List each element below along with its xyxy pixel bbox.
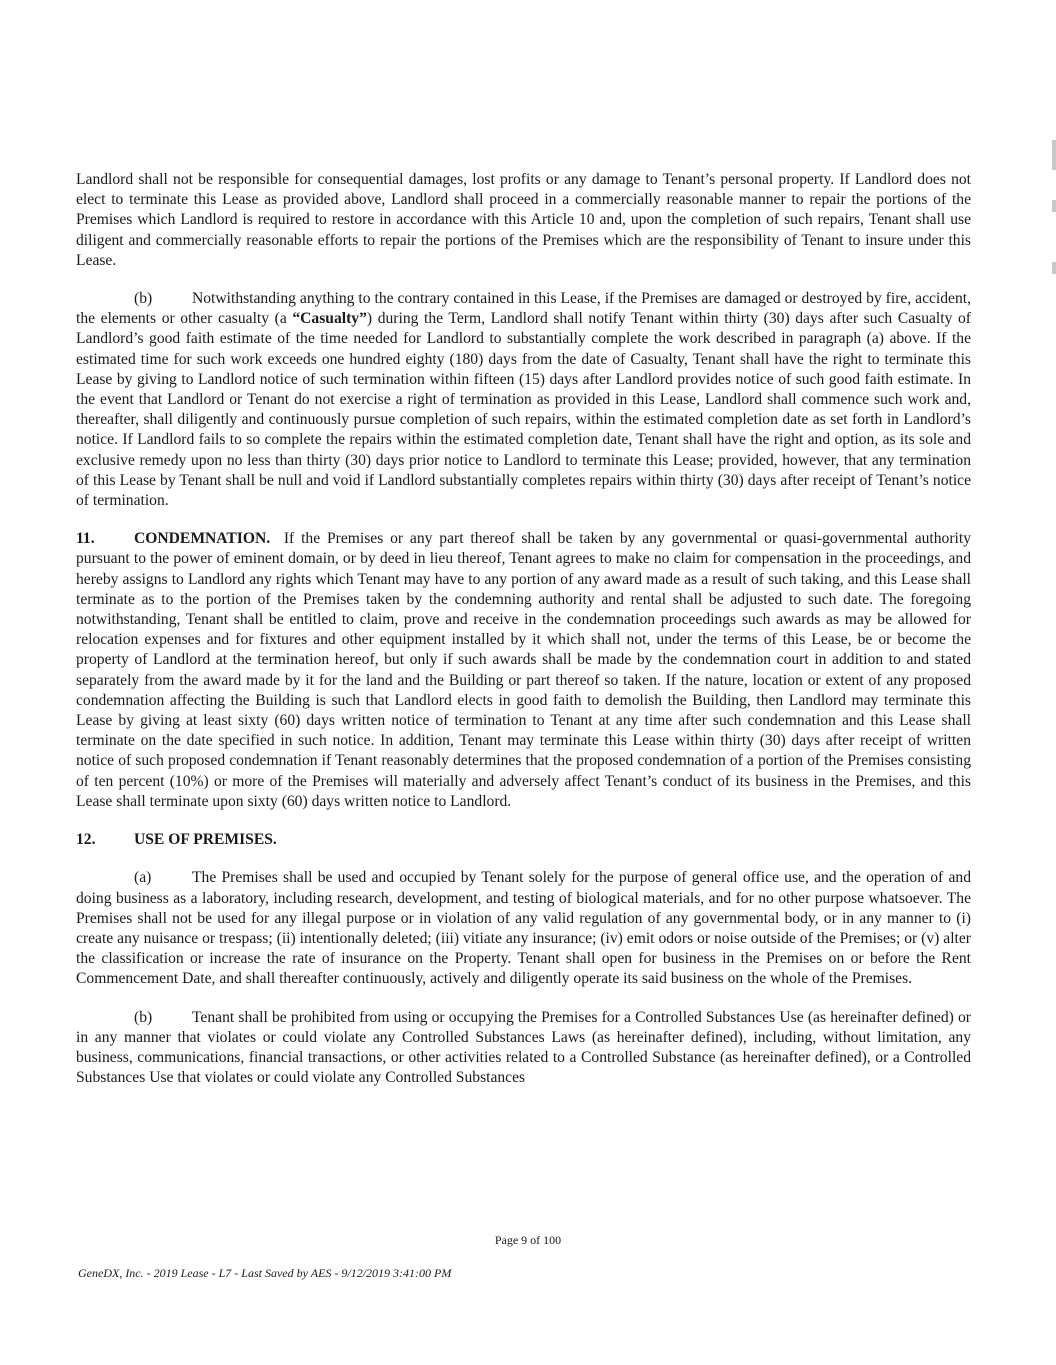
margin-mark [1052, 200, 1056, 212]
paragraph-text: ) during the Term, Landlord shall notify Tenant within thirty (30) days after such Casualty of Landlord’s good faith estimate of the time needed for Landlord to substantially complete the work described in paragraph (a) above. If the estimated time for such work exceeds one hundred eighty (180) days from the date of Casualty, Tenant shall have the right to terminate this Lease by giving to Landlord notice of such termination within fifteen (15) days after Landlord provides notice of such good faith estimate. In the event that Landlord or Tenant do not exercise a right of termination as provided in this Lease, Landlord shall commence such work and, thereafter, shall diligently and continuously pursue completion of such repairs, within the estimated completion date as set forth in Landlord’s notice. If Landlord fails to so complete the repairs within the estimated completion date, Tenant shall have the right and option, as its sole and exclusive remedy upon no less than thirty (30) days prior notice to Landlord to terminate this Lease; provided, however, that any termination of this Lease by Tenant shall be null and void if Landlord substantially completes repairs within thirty (30) days after receipt of Tenant’s notice of termination. [76, 310, 971, 510]
paragraph-continuation: Landlord shall not be responsible for consequential damages, lost profits or any damage to Tenant’s personal property. If Landlord does not elect to terminate this Lease as provided above, Landlord shall proceed in a commercially reasonable manner to repair the portions of the Premises which Landlord is required to restore in accordance with this Article 10 and, upon the completion of such repairs, Tenant shall use diligent and commercially reasonable efforts to repair the portions of the Premises which are the responsibility of Tenant to insure under this Lease. [76, 171, 971, 269]
paragraph-text: Notwithstanding anything to the contrary contained in this Lease, if the Premises are damaged or destroyed by fire, accident, the elements or other casualty (a [76, 290, 971, 328]
paragraph-label: (a) [134, 869, 152, 887]
defined-term-casualty: “Casualty” [292, 310, 367, 328]
paragraph-12a [76, 868, 971, 989]
paragraph-text: Tenant shall be prohibited from using or occupying the Premises for a Controlled Substances Use (as hereinafter defined) or in any manner that violates or could violate any Controlled Substances Laws (as hereinafter defined), including, without limitation, any business, communications, financial transactions, or other activities related to a Controlled Substance (as hereinafter defined), or a Controlled Substances Use that violates or could violate any Controlled Substances [76, 1008, 971, 1087]
section-number: 12. [76, 831, 96, 849]
document-body [76, 170, 971, 1106]
section-number: 11. [76, 530, 95, 548]
margin-mark [1052, 262, 1056, 274]
paragraph-12b [76, 1008, 971, 1089]
section-12-heading [76, 830, 971, 850]
page-number: Page 9 of 100 [494, 1233, 562, 1247]
section-title: CONDEMNATION. [134, 530, 271, 548]
section-text: If the Premises or any part thereof shall be taken by any governmental or quasi-governmental authority pursuant to the power of eminent domain, or by deed in lieu thereof, Tenant agrees to make no claim for compensation in the proceedings, and hereby assigns to Landlord any rights which Tenant may have to any portion of any award made as a result of such taking, and this Lease shall terminate as to the portion of the Premises taken by the condemning authority and rental shall be adjusted to such date. The foregoing notwithstanding, Tenant shall be entitled to claim, prove and receive in the condemnation proceedings such awards as may be allowed for relocation expenses and for fixtures and other equipment installed by it which shall not, under the terms of this Lease, be or become the property of Landlord at the termination hereof, but only if such awards shall be made by the condemnation court in addition to and stated separately from the award made by it for the land and the Building or part thereof so taken. If the nature, location or extent of any proposed condemnation affecting the Building is such that Landlord elects in good faith to demolish the Building, then Landlord may terminate this Lease by giving at least sixty (60) days written notice of termination to Tenant at any time after such condemnation and this Lease shall terminate on the date specified in such notice. In addition, Tenant may terminate this Lease within thirty (30) days after receipt of written notice of such proposed condemnation if Tenant reasonably determines that the proposed condemnation of a portion of the Premises consisting of ten percent (10%) or more of the Premises will materially and adversely affect Tenant’s conduct of its business in the Premises, and this Lease shall terminate upon sixty (60) days written notice to Landlord. [76, 530, 971, 810]
paragraph-label: (b) [134, 290, 153, 308]
document-footer: GeneDX, Inc. - 2019 Lease - L7 - Last Saved by AES - 9/12/2019 3:41:00 PM [78, 1266, 452, 1280]
paragraph-text: The Premises shall be used and occupied by Tenant solely for the purpose of general office use, and the operation of and doing business as a laboratory, including research, development, and testing of biological materials, and for no other purpose whatsoever. The Premises shall not be used for any illegal purpose or in violation of any valid regulation of any governmental body, or in any manner to (i) create any nuisance or trespass; (ii) intentionally deleted; (iii) vitiate any insurance; (iv) emit odors or noise outside of the Premises; or (v) alter the classification or increase the rate of insurance on the Property. Tenant shall open for business in the Premises on or before the Rent Commencement Date, and shall thereafter continuously, actively and diligently operate its said business on the whole of the Premises. [76, 869, 971, 988]
section-11 [76, 529, 971, 812]
paragraph-label: (b) [134, 1008, 153, 1026]
section-title: USE OF PREMISES. [134, 831, 277, 849]
margin-mark [1052, 140, 1056, 170]
paragraph-10b [76, 289, 971, 511]
